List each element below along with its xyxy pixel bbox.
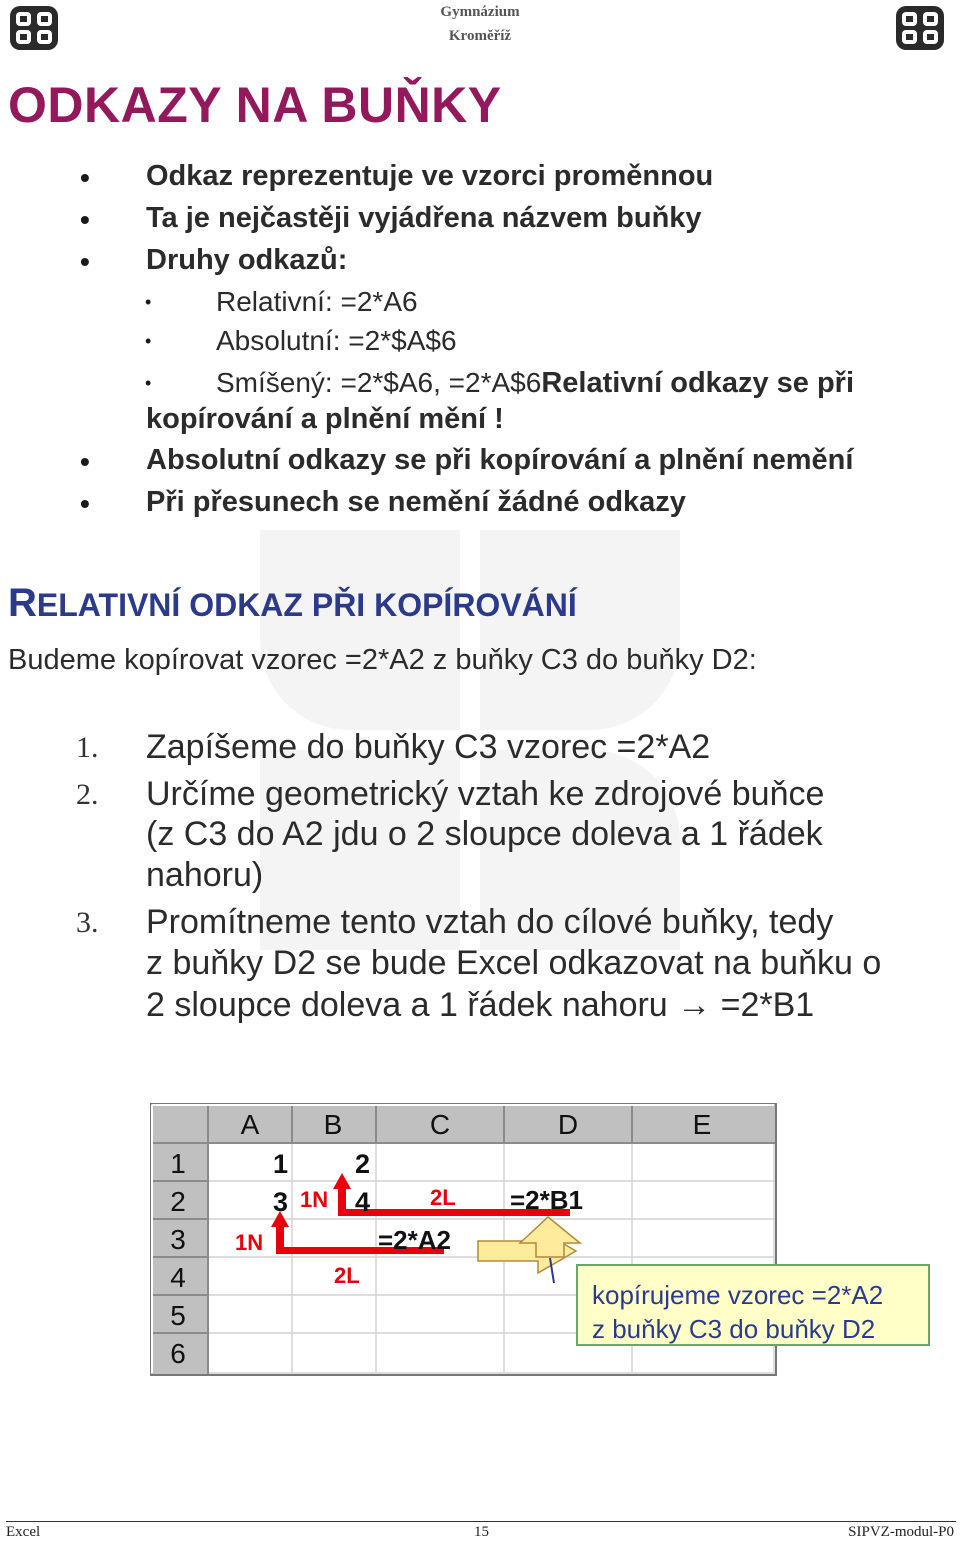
footer-divider xyxy=(6,1521,956,1522)
step-line: 2 sloupce doleva a 1 řádek nahoru → =2*B1 xyxy=(146,986,815,1024)
subbullet-dot: • xyxy=(145,373,152,393)
step-number: 1. xyxy=(76,731,99,764)
annotation-2l-row4: 2L xyxy=(334,1263,360,1288)
cell-b1: 2 xyxy=(354,1149,370,1179)
column-header-a: A xyxy=(240,1109,260,1140)
step-line: z buňky D2 se bude Excel odkazovat na buňku o xyxy=(146,944,882,982)
cell-b2: 4 xyxy=(354,1187,370,1217)
annotation-1n-row3: 1N xyxy=(235,1230,264,1255)
callout-box xyxy=(576,1264,930,1346)
subbullet-text: Absolutní: =2*$A$6 xyxy=(216,325,457,356)
cell-d2-formula: =2*B1 xyxy=(510,1185,583,1215)
step-number: 2. xyxy=(76,778,99,811)
callout-line: kopírujeme vzorec =2*A2 xyxy=(592,1280,884,1310)
mixed-continuation: kopírování a plnění mění ! xyxy=(146,403,504,435)
mixed-tail-text: Relativní odkazy se při xyxy=(541,367,854,399)
row-header-5: 5 xyxy=(170,1300,186,1331)
bullet-text: Při přesunech se nemění žádné odkazy xyxy=(146,486,686,518)
section-rest: ELATIVNÍ ODKAZ PŘI KOPÍROVÁNÍ xyxy=(36,587,577,623)
annotation-2l-row2: 2L xyxy=(430,1185,456,1210)
bullet-dot: • xyxy=(80,204,90,235)
header-city: Kroměříž xyxy=(448,28,512,44)
column-header-e: E xyxy=(692,1109,712,1140)
cell-a2: 3 xyxy=(272,1187,288,1217)
annotation-1n-row2: 1N xyxy=(300,1187,329,1212)
section-title xyxy=(8,581,577,626)
row-header-1: 1 xyxy=(170,1148,186,1179)
step-number: 3. xyxy=(76,906,99,939)
cell-c3-formula: =2*A2 xyxy=(378,1225,451,1255)
page-title: ODKAZY NA BUŇKY xyxy=(8,77,502,133)
bullet-dot: • xyxy=(80,446,90,477)
header-school: Gymnázium xyxy=(440,4,520,20)
row-header-3: 3 xyxy=(170,1224,186,1255)
column-header-d: D xyxy=(557,1109,579,1140)
callout-line: z buňky C3 do buňky D2 xyxy=(592,1314,876,1344)
cell-a1: 1 xyxy=(272,1149,288,1179)
column-header-b: B xyxy=(323,1109,343,1140)
row-header-2: 2 xyxy=(170,1186,186,1217)
step-line: (z C3 do A2 jdu o 2 sloupce doleva a 1 řádek xyxy=(146,815,823,853)
subbullet-dot: • xyxy=(145,292,152,312)
subbullet-text: Relativní: =2*A6 xyxy=(216,286,418,317)
step-line: Promítneme tento vztah do cílové buňky, tedy xyxy=(146,903,834,941)
subbullet-text xyxy=(216,367,854,400)
row-header-6: 6 xyxy=(170,1338,186,1369)
intro-text: Budeme kopírovat vzorec =2*A2 z buňky C3 do buňky D2: xyxy=(8,644,757,676)
bullet-dot: • xyxy=(80,488,90,519)
footer-page-number: 15 xyxy=(474,1524,489,1540)
footer-right: SIPVZ-modul-P0 xyxy=(848,1524,954,1540)
bullet-dot: • xyxy=(80,162,90,193)
footer-left: Excel xyxy=(6,1524,41,1540)
step-line: nahoru) xyxy=(146,856,264,894)
section-first-letter: R xyxy=(8,581,37,625)
bullet-text: Odkaz reprezentuje ve vzorci proměnnou xyxy=(146,160,714,192)
bullet-text: Druhy odkazů: xyxy=(146,244,348,276)
bullet-text: Absolutní odkazy se při kopírování a plnění nemění xyxy=(146,444,854,476)
bullet-text: Ta je nejčastěji vyjádřena názvem buňky xyxy=(146,202,702,234)
column-header-c: C xyxy=(429,1109,451,1140)
step-line: Určíme geometrický vztah ke zdrojové buňce xyxy=(146,775,825,813)
subbullet-mixed: Smíšený: =2*$A6, =2*A$6 xyxy=(216,367,542,398)
row-header-4: 4 xyxy=(170,1262,186,1293)
step-line: Zapíšeme do buňky C3 vzorec =2*A2 xyxy=(146,728,711,766)
subbullet-dot: • xyxy=(145,331,152,351)
bullet-dot: • xyxy=(80,246,90,277)
